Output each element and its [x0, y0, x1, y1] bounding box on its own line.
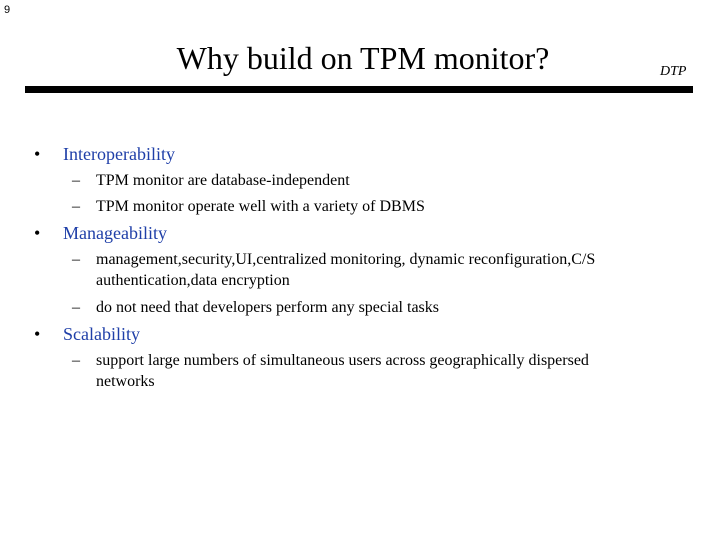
sub-bullet	[72, 170, 350, 191]
bullet-marker: •	[34, 144, 41, 164]
sub-bullet-text: do not need that developers perform any special tasks	[96, 299, 439, 316]
sub-bullet-text: TPM monitor are database-independent	[96, 172, 350, 189]
slide-number: 9	[4, 4, 11, 16]
course-tag: DTP	[660, 64, 687, 79]
sub-bullet-text: support large numbers of simultaneous users across geographically dispersed	[96, 352, 589, 369]
bullet-label: Interoperability	[63, 144, 175, 164]
sub-bullet-text: TPM monitor operate well with a variety of DBMS	[96, 198, 425, 215]
bullet-interoperability	[34, 143, 175, 165]
sub-bullet-marker: –	[72, 352, 80, 369]
sub-bullet-marker: –	[72, 198, 80, 215]
sub-bullet	[72, 297, 439, 318]
sub-bullet	[72, 350, 589, 392]
bullet-label: Scalability	[63, 324, 140, 344]
sub-bullet	[72, 196, 425, 217]
bullet-label: Manageability	[63, 223, 167, 243]
sub-bullet-text-continued: authentication,data encryption	[96, 272, 290, 289]
bullet-marker: •	[34, 324, 41, 344]
sub-bullet-marker: –	[72, 172, 80, 189]
bullet-marker: •	[34, 223, 41, 243]
sub-bullet-text: management,security,UI,centralized monitoring, dynamic reconfiguration,C/S	[96, 251, 596, 268]
sub-bullet-text-continued: networks	[96, 373, 155, 390]
sub-bullet-marker: –	[72, 299, 80, 316]
sub-bullet	[72, 249, 595, 291]
bullet-scalability	[34, 323, 140, 345]
sub-bullet-marker: –	[72, 251, 80, 268]
slide-title: Why build on TPM monitor?	[176, 40, 550, 76]
bullet-manageability	[34, 222, 167, 244]
